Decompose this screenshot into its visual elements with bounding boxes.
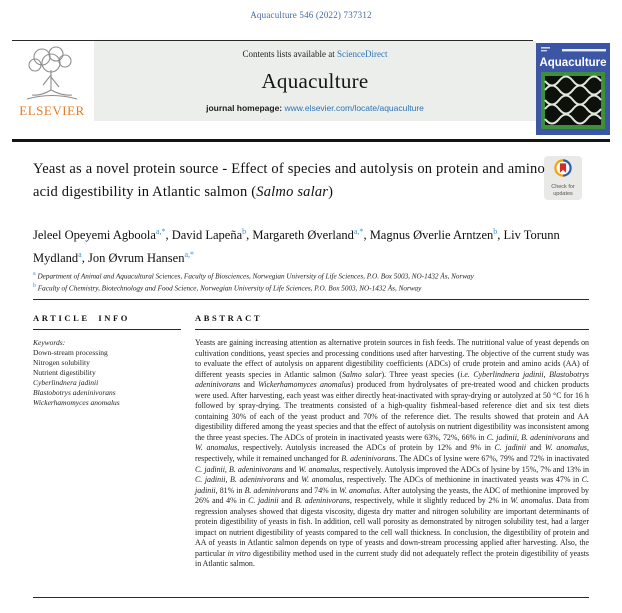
affiliation-line: $^a$ Department of Animal and Aquacultural Sciences, Faculty of Biosciences, Norwegian University of Life Sciences, P.O. Box 5003, NO-1432 Ås, Norway xyxy=(33,271,474,281)
abstract-segment: , respectively, while it remained unchanged for xyxy=(195,443,589,464)
abstract-italic-segment: W. anomalus xyxy=(510,496,552,506)
keyword-item: Nitrogen solubility xyxy=(33,358,90,367)
abstract-italic-segment: C. jadinii xyxy=(494,443,527,453)
footnote-rule xyxy=(33,597,589,598)
abstract-italic-segment: W. anomalus xyxy=(195,443,238,453)
abstract-italic-segment: W. anomalus xyxy=(298,464,340,474)
abstract-italic-segment: C. jadinii xyxy=(248,496,279,506)
keywords-label: Keywords: xyxy=(33,338,66,347)
abstract-segment: , respectively. Autolysis increased the ADCs of protein by 12% and 9% in xyxy=(237,443,495,453)
affiliation-mark: b xyxy=(33,283,36,290)
abstract-italic-segment: B. adeninivorans xyxy=(244,485,299,495)
abstract-italic-segment: C. jadinii, B. adeninivorans xyxy=(195,464,283,474)
abstract-heading-rule xyxy=(195,329,589,330)
article-title xyxy=(33,158,558,204)
affiliation-line: $^b$ Faculty of Chemistry, Biotechnology and Food Science, Norwegian University of Life Sciences, P.O. Box 5003, NO-1432 Ås, Norway xyxy=(33,283,422,293)
author-affiliation-mark[interactable]: a,* xyxy=(353,227,364,236)
author-name: Magnus Øverlie Arntzen$^b$ xyxy=(369,227,498,243)
header-bottom-rule xyxy=(12,139,610,142)
abstract-segment: and xyxy=(240,380,259,390)
cover-top-bar xyxy=(562,49,606,51)
title-text: Yeast as a novel protein source - Effect of species and autolysis on protein and amino acid digestibility in Atlantic salmon ( xyxy=(33,161,545,200)
keyword-item: Wickerhamomyces anomalus xyxy=(33,398,120,407)
author-affiliation-mark[interactable]: a,* xyxy=(155,227,166,236)
abstract-italic-segment: B. adeninivorans xyxy=(295,496,350,506)
journal-name: Aquaculture xyxy=(261,68,369,93)
elsevier-tree-icon xyxy=(20,44,84,104)
abstract-segment: and xyxy=(575,432,589,442)
abstract-italic-segment: Wickerhamomyces anomalus xyxy=(258,380,351,390)
abstract-italic-segment: W. anomalus xyxy=(544,443,588,453)
abstract-segment: and xyxy=(526,443,545,453)
author-affiliation-mark[interactable]: a xyxy=(78,250,82,260)
affiliation-mark: a xyxy=(33,271,36,277)
abstract-segment: and xyxy=(278,496,296,506)
sciencedirect-link[interactable]: ScienceDirect xyxy=(337,49,388,59)
elsevier-wordmark: ELSEVIER xyxy=(19,103,85,118)
homepage-url-link[interactable]: www.elsevier.com/locate/aquaculture xyxy=(284,103,424,113)
badge-label-line1: Check for xyxy=(551,184,575,190)
abstract-italic-segment: B. adeninivorans xyxy=(341,454,396,464)
author-name: Liv Torunn Mydland$^a$ xyxy=(33,228,560,266)
journal-cover-thumbnail[interactable] xyxy=(536,43,610,135)
homepage-line xyxy=(94,103,536,113)
keywords-list xyxy=(33,348,181,408)
author-affiliation-mark[interactable]: b xyxy=(493,227,498,236)
abstract-column xyxy=(195,306,589,570)
cover-issn-mark xyxy=(541,50,547,51)
journal-masthead-box xyxy=(94,41,536,121)
author-affiliation-mark[interactable]: a,* xyxy=(184,250,195,260)
contents-prefix-text: Contents lists available at xyxy=(242,49,335,59)
abstract-segment: and xyxy=(284,475,302,485)
abstract-segment: digestibility method used in the current study did not adequately reflect the protein digestibility of yeasts in Atlantic salmon. xyxy=(195,548,589,569)
homepage-label: journal homepage: xyxy=(206,103,283,113)
abstract-segment: ) produced from hydrolysates of pre-treated wood and chicken products were used. After harvesting, each yeast was either directly heat-inactivated with spray-drying or autolyzed at 50 °C for 16 h followed by spray-drying. The treatments consisted of a high-quality fishmeal-based reference diet and six test diets containing 30% of each of the yeast product and 70% of the reference diet. The results showed that protein and AA digestibility differed among the yeast species and that the effect of autolysis on nutrient digestibility was inconsistent among the three yeast species. The ADCs of protein in inactivated yeasts were 63%, 72%, 66% in xyxy=(195,380,589,442)
title-species-italic: Salmo salar xyxy=(256,184,329,200)
journal-header-band xyxy=(12,41,610,137)
cover-issn-mark xyxy=(541,47,550,49)
author-affiliation-mark[interactable]: b xyxy=(242,227,247,236)
cover-title: Aquaculture xyxy=(539,57,607,69)
section-divider-rule xyxy=(33,299,589,300)
author-name: Jeleel Opeyemi Agboola$^{a,*}$ xyxy=(33,227,166,243)
elsevier-logo[interactable] xyxy=(12,44,92,136)
author-name: Margareth Øverland$^{a,*}$ xyxy=(252,227,364,243)
abstract-italic-segment: C. jadinii, B. adeninivorans xyxy=(195,475,285,485)
abstract-italic-segment: i.e. Cyberlindnera jadinii, Blastobotrys adeninivorans xyxy=(195,369,589,390)
info-abstract-columns xyxy=(33,306,589,570)
article-info-heading: ARTICLE INFO xyxy=(33,313,131,323)
keyword-item: Nutrient digestibility xyxy=(33,368,96,377)
author-name: David Lapeña$^b$ xyxy=(171,227,247,243)
abstract-italic-segment: Salmo salar xyxy=(341,369,382,379)
citation-header-link[interactable]: Aquaculture 546 (2022) 737312 xyxy=(250,10,372,20)
abstract-heading: ABSTRACT xyxy=(195,313,263,323)
abstract-segment: ). Three yeast species ( xyxy=(381,369,461,379)
affiliations-block xyxy=(33,269,589,294)
abstract-segment: . Data from regression analyses showed that digesta viscosity, digesta dry matter and nitrogen solubility are important determinants of protein digestibility of yeasts in fish. In addition, cell wall porosity as demonstrated by nitrogen solubility test, had a larger impact on nutrient digestibility of yeasts compared to the cell wall thickness. In conclusion, the digestibility of protein and AA of yeasts in Atlantic salmon depends on type of yeasts and down-stream processing applied after harvesting. Also, the particular xyxy=(195,496,589,558)
contents-line xyxy=(94,49,536,59)
abstract-segment: . After autolysing the yeasts, the ADC of methionine improved by 26% and 4% in xyxy=(195,485,589,506)
abstract-segment: and 74% in xyxy=(298,485,340,495)
keyword-item: Down-stream processing xyxy=(33,348,108,357)
abstract-italic-segment: C. jadinii, B. adeninivorans xyxy=(486,432,576,442)
abstract-segment: . The ADCs of lysine were 67%, 79% and 72% in inactivated xyxy=(395,454,589,464)
abstract-italic-segment: in vitro xyxy=(227,548,251,558)
abstract-italic-segment: W. anomalus xyxy=(301,475,343,485)
abstract-segment: , 81% in xyxy=(215,485,245,495)
abstract-segment: and xyxy=(283,464,299,474)
title-text-end: ) xyxy=(328,184,334,200)
abstract-italic-segment: W. anomalus xyxy=(339,485,380,495)
keyword-item: Blastobotrys adeninivorans xyxy=(33,388,116,397)
keyword-item: Cyberlindnera jadinii xyxy=(33,378,99,387)
abstract-segment: , respectively. Autolysis improved the ADCs of lysine by 15%, 7% and 13% in xyxy=(339,464,590,474)
badge-label-line2: updates xyxy=(553,190,573,197)
article-info-heading-rule xyxy=(33,329,181,330)
abstract-italic-segment: C. jadinii xyxy=(195,475,590,495)
abstract-segment: , respectively. The ADCs of methionine in inactivated yeasts was 47% in xyxy=(342,475,582,485)
abstract-segment: , respectively, while it slightly reduced by 2% in xyxy=(349,496,511,506)
author-name: Jon Øvrum Hansen$^{a,*}$ xyxy=(87,250,195,266)
abstract-text xyxy=(195,338,589,570)
article-info-column xyxy=(33,306,181,570)
abstract-segment: Yeasts are gaining increasing attention as alternative protein sources in fish feeds. The nutritional value of yeast depends on cultivation conditions, yeast species and processing conditions used after harvesting. The objective of the current study was to evaluate the effect of autolysis on apparent digestibility coefficients (ADCs) of crude protein and amino acids (AA) of different yeasts species in Atlantic salmon ( xyxy=(195,338,589,379)
authors-line: Jeleel Opeyemi Agboola$^{a,*}$, David Lapeña$^b$, Margareth Øverland$^{a,*}$, Magnus Øverlie Arntzen$^b$, Liv Torunn Mydland$^a$, Jon Øvrum Hansen$^{a,*}$ xyxy=(33,227,560,266)
